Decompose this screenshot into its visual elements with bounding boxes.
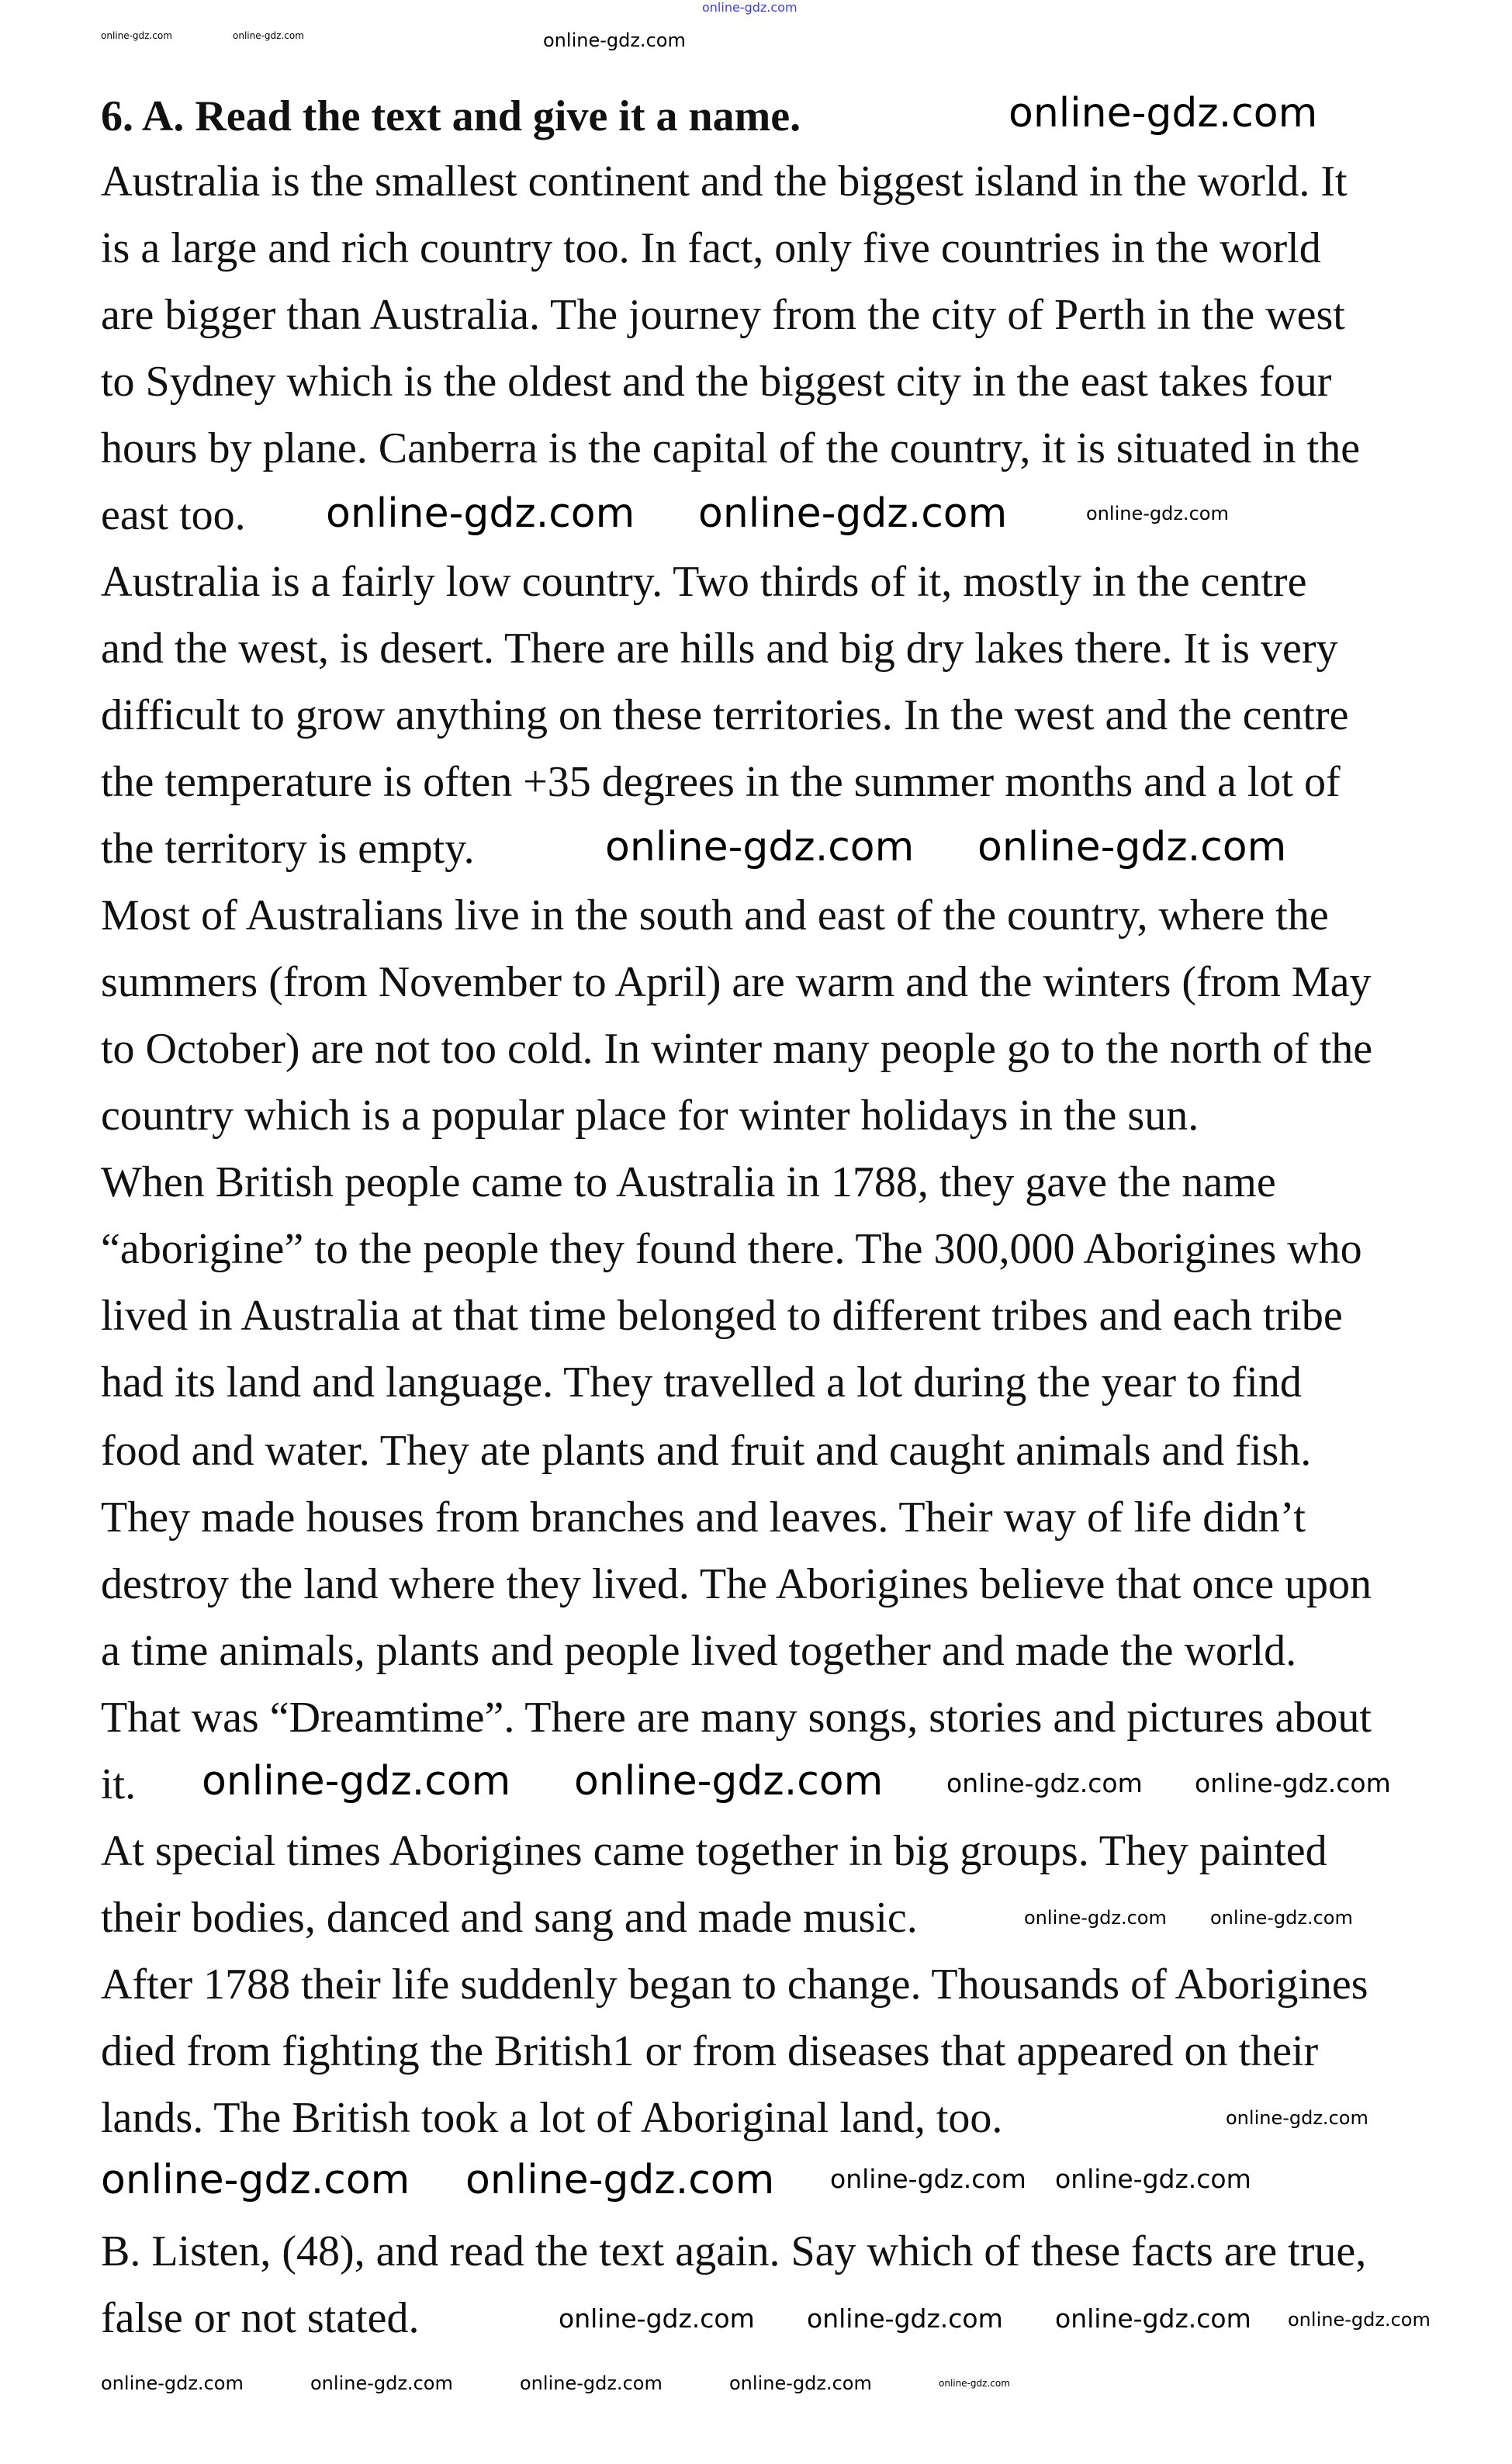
watermark-text: online-gdz.com	[101, 30, 172, 41]
watermark-text: online-gdz.com	[939, 2378, 1010, 2389]
watermark-text: online-gdz.com	[1024, 1907, 1167, 1929]
text-line: the territory is empty.	[101, 825, 475, 873]
watermark-text: online-gdz.com	[465, 2157, 775, 2203]
text-line: and the west, is desert. There are hills and big dry lakes there. It is very	[101, 625, 1338, 673]
watermark-text: online-gdz.com	[1055, 2303, 1251, 2334]
text-line: At special times Aborigines came together in big groups. They painted	[101, 1827, 1327, 1875]
watermark-text: online-gdz.com	[605, 824, 915, 870]
text-line: When British people came to Australia in 1788, they gave the name	[101, 1158, 1276, 1206]
text-line: it.	[101, 1760, 137, 1808]
watermark-text: online-gdz.com	[233, 30, 304, 41]
text-line: Australia is a fairly low country. Two thirds of it, mostly in the centre	[101, 558, 1307, 606]
text-line: hours by plane. Canberra is the capital of the country, it is situated in the	[101, 424, 1361, 472]
watermark-text: online-gdz.com	[559, 2303, 755, 2334]
watermark-text: online-gdz.com	[202, 1758, 511, 1805]
text-line: a time animals, plants and people lived together and made the world.	[101, 1627, 1297, 1675]
text-line: false or not stated.	[101, 2294, 420, 2342]
watermark-text: online-gdz.com	[310, 2372, 453, 2394]
text-line: had its land and language. They travelled a lot during the year to find	[101, 1358, 1302, 1407]
watermark-text: online-gdz.com	[1009, 90, 1318, 137]
watermark-text: online-gdz.com	[702, 0, 798, 15]
watermark-text: online-gdz.com	[101, 2157, 410, 2203]
text-line: That was “Dreamtime”. There are many songs, stories and pictures about	[101, 1694, 1372, 1742]
watermark-text: online-gdz.com	[830, 2164, 1026, 2194]
watermark-text: online-gdz.com	[101, 2372, 244, 2394]
text-line: the temperature is often +35 degrees in the summer months and a lot of	[101, 758, 1341, 806]
text-line: their bodies, danced and sang and made music.	[101, 1894, 918, 1942]
watermark-text: online-gdz.com	[729, 2372, 872, 2394]
text-line: summers (from November to April) are warm and the winters (from May	[101, 958, 1372, 1006]
exercise-heading: 6. A. Read the text and give it a name.	[101, 92, 801, 140]
watermark-text: online-gdz.com	[1055, 2164, 1251, 2194]
text-line: food and water. They ate plants and fruit and caught animals and fish.	[101, 1427, 1312, 1475]
text-line: After 1788 their life suddenly began to change. Thousands of Aborigines	[101, 1960, 1368, 2009]
text-line: country which is a popular place for winter holidays in the sun.	[101, 1092, 1199, 1140]
text-line: “aborigine” to the people they found there. The 300,000 Aborigines who	[101, 1225, 1362, 1273]
text-line: is a large and rich country too. In fact, only five countries in the world	[101, 224, 1321, 272]
watermark-text: online-gdz.com	[807, 2303, 1003, 2334]
text-line: Most of Australians live in the south and east of the country, where the	[101, 891, 1329, 940]
watermark-text: online-gdz.com	[1086, 503, 1229, 524]
watermark-text: online-gdz.com	[1226, 2107, 1368, 2129]
text-line: lived in Australia at that time belonged to different tribes and each tribe	[101, 1292, 1343, 1340]
watermark-text: online-gdz.com	[977, 824, 1287, 870]
watermark-text: online-gdz.com	[574, 1758, 884, 1805]
watermark-text: online-gdz.com	[1210, 1907, 1353, 1929]
text-line: B. Listen, (48), and read the text again. Say which of these facts are true,	[101, 2227, 1367, 2275]
text-line: lands. The British took a lot of Aboriginal land, too.	[101, 2094, 1003, 2142]
text-line: difficult to grow anything on these territories. In the west and the centre	[101, 691, 1349, 739]
watermark-text: online-gdz.com	[698, 490, 1008, 537]
text-line: Australia is the smallest continent and the biggest island in the world. It	[101, 157, 1348, 206]
text-line: to Sydney which is the oldest and the biggest city in the east takes four	[101, 358, 1332, 406]
watermark-text: online-gdz.com	[1288, 2309, 1431, 2331]
text-line: east too.	[101, 491, 246, 539]
watermark-text: online-gdz.com	[326, 490, 635, 537]
text-line: are bigger than Australia. The journey from the city of Perth in the west	[101, 291, 1345, 339]
watermark-text: online-gdz.com	[543, 29, 686, 51]
text-line: to October) are not too cold. In winter many people go to the north of the	[101, 1025, 1373, 1073]
watermark-text: online-gdz.com	[520, 2372, 663, 2394]
text-line: destroy the land where they lived. The Aborigines believe that once upon	[101, 1560, 1372, 1608]
text-line: died from fighting the British1 or from diseases that appeared on their	[101, 2027, 1319, 2075]
text-line: They made houses from branches and leaves. Their way of life didn’t	[101, 1493, 1306, 1542]
watermark-text: online-gdz.com	[946, 1768, 1143, 1798]
watermark-text: online-gdz.com	[1195, 1768, 1391, 1798]
